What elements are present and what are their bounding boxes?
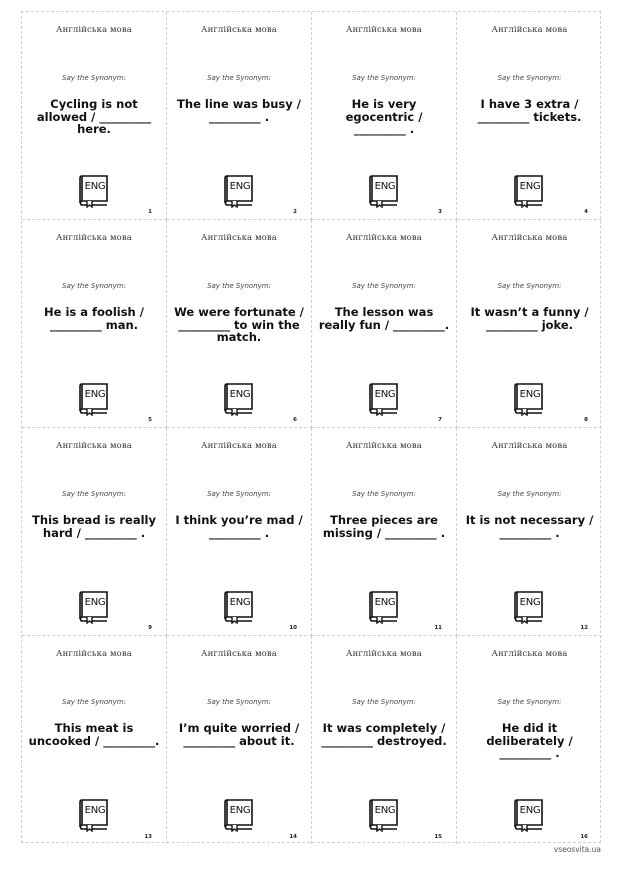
card-number: 7	[438, 417, 442, 423]
card-sentence: I think you’re mad / _________ .	[175, 513, 303, 540]
card-prompt: Say the Synonym:	[497, 282, 562, 290]
card-subject: Англійська мова	[491, 25, 568, 35]
card-number: 1	[148, 209, 152, 215]
card-number: 9	[148, 625, 152, 631]
book-icon	[224, 798, 254, 832]
card-sentence: I’m quite worried / _________ about it.	[178, 721, 300, 748]
flash-card	[22, 636, 167, 844]
book-icon	[224, 382, 254, 416]
flash-card	[312, 12, 457, 220]
card-sentence: The lesson was really fun / _________.	[318, 305, 450, 332]
flash-card	[312, 220, 457, 428]
book-icon-label: ENG	[229, 389, 251, 400]
book-icon-label: ENG	[84, 805, 106, 816]
card-sentence: The line was busy / _________ .	[177, 97, 301, 124]
flash-card	[457, 636, 602, 844]
book-icon-label: ENG	[229, 805, 251, 816]
book-icon-label: ENG	[84, 181, 106, 192]
card-number: 11	[434, 625, 442, 631]
card-subject: Англійська мова	[56, 441, 132, 451]
book-icon	[79, 590, 109, 624]
card-sentence: This meat is uncooked / _________.	[28, 721, 160, 748]
card-sentence: We were fortunate / _________ to win the match.	[174, 305, 304, 344]
card-prompt: Say the Synonym:	[352, 282, 416, 290]
card-sentence: I have 3 extra / _________ tickets.	[477, 97, 582, 124]
card-subject: Англійська мова	[346, 441, 422, 451]
card-prompt: Say the Synonym:	[497, 74, 562, 82]
book-icon-label: ENG	[229, 181, 251, 192]
book-icon-label: ENG	[84, 597, 106, 608]
card-number: 8	[584, 417, 588, 423]
card-prompt: Say the Synonym:	[207, 698, 271, 706]
flash-card	[457, 12, 602, 220]
book-icon	[79, 174, 109, 208]
book-icon	[514, 798, 544, 832]
card-sentence: Three pieces are missing / _________ .	[322, 513, 446, 540]
card-prompt: Say the Synonym:	[62, 282, 126, 290]
card-sentence: It is not necessary / _________ .	[465, 513, 594, 540]
flash-card	[457, 220, 602, 428]
card-subject: Англійська мова	[201, 25, 277, 35]
card-sentence: He is very egocentric / _________ .	[345, 97, 423, 136]
book-icon-label: ENG	[374, 805, 396, 816]
card-number: 16	[580, 834, 588, 840]
book-icon	[79, 798, 109, 832]
book-icon-label: ENG	[84, 389, 106, 400]
card-subject: Англійська мова	[56, 649, 132, 659]
flash-card	[167, 220, 312, 428]
card-subject: Англійська мова	[56, 25, 132, 35]
book-icon	[514, 382, 544, 416]
card-prompt: Say the Synonym:	[207, 282, 271, 290]
card-number: 10	[289, 625, 297, 631]
card-number: 13	[144, 834, 152, 840]
card-sentence: It wasn’t a funny / _________ joke.	[470, 305, 589, 332]
book-icon-label: ENG	[229, 597, 251, 608]
site-footer: vseosvita.ua	[553, 845, 601, 854]
card-subject: Англійська мова	[201, 233, 277, 243]
card-number: 5	[148, 417, 152, 423]
card-number: 3	[438, 209, 442, 215]
book-icon	[369, 382, 399, 416]
flash-card	[22, 428, 167, 636]
card-sentence: It was completely / _________ destroyed.	[321, 721, 447, 748]
card-prompt: Say the Synonym:	[352, 698, 416, 706]
card-sheet	[21, 11, 601, 843]
card-number: 12	[580, 625, 588, 631]
card-prompt: Say the Synonym:	[352, 74, 416, 82]
card-subject: Англійська мова	[201, 441, 277, 451]
card-prompt: Say the Synonym:	[497, 698, 562, 706]
card-prompt: Say the Synonym:	[207, 490, 271, 498]
card-subject: Англійська мова	[346, 25, 422, 35]
card-subject: Англійська мова	[201, 649, 277, 659]
card-sentence: Cycling is not allowed / _________ here.	[36, 97, 152, 136]
book-icon	[79, 382, 109, 416]
flash-card	[167, 12, 312, 220]
flash-card	[22, 12, 167, 220]
flash-card	[312, 636, 457, 844]
card-prompt: Say the Synonym:	[497, 490, 562, 498]
book-icon	[369, 174, 399, 208]
flash-card	[22, 220, 167, 428]
card-prompt: Say the Synonym:	[207, 74, 271, 82]
flash-card	[167, 428, 312, 636]
book-icon-label: ENG	[519, 805, 541, 816]
card-prompt: Say the Synonym:	[62, 490, 126, 498]
card-number: 2	[293, 209, 297, 215]
card-subject: Англійська мова	[56, 233, 132, 243]
book-icon	[514, 590, 544, 624]
card-prompt: Say the Synonym:	[62, 698, 126, 706]
card-number: 14	[289, 834, 297, 840]
card-number: 4	[584, 209, 588, 215]
book-icon-label: ENG	[374, 389, 396, 400]
book-icon	[224, 174, 254, 208]
card-subject: Англійська мова	[346, 649, 422, 659]
book-icon	[369, 798, 399, 832]
flash-card	[457, 428, 602, 636]
book-icon-label: ENG	[374, 181, 396, 192]
card-prompt: Say the Synonym:	[352, 490, 416, 498]
card-prompt: Say the Synonym:	[62, 74, 126, 82]
book-icon-label: ENG	[519, 597, 541, 608]
book-icon	[369, 590, 399, 624]
card-subject: Англійська мова	[491, 441, 568, 451]
card-sentence: He is a foolish / _________ man.	[44, 305, 144, 332]
book-icon	[514, 174, 544, 208]
flash-card	[167, 636, 312, 844]
card-subject: Англійська мова	[491, 649, 568, 659]
book-icon	[224, 590, 254, 624]
card-subject: Англійська мова	[491, 233, 568, 243]
book-icon-label: ENG	[519, 389, 541, 400]
card-subject: Англійська мова	[346, 233, 422, 243]
card-number: 6	[293, 417, 297, 423]
card-number: 15	[434, 834, 442, 840]
book-icon-label: ENG	[374, 597, 396, 608]
flash-card	[312, 428, 457, 636]
card-sentence: This bread is really hard / _________ .	[32, 513, 156, 540]
book-icon-label: ENG	[519, 181, 541, 192]
card-sentence: He did it deliberately / _________ .	[486, 721, 573, 760]
